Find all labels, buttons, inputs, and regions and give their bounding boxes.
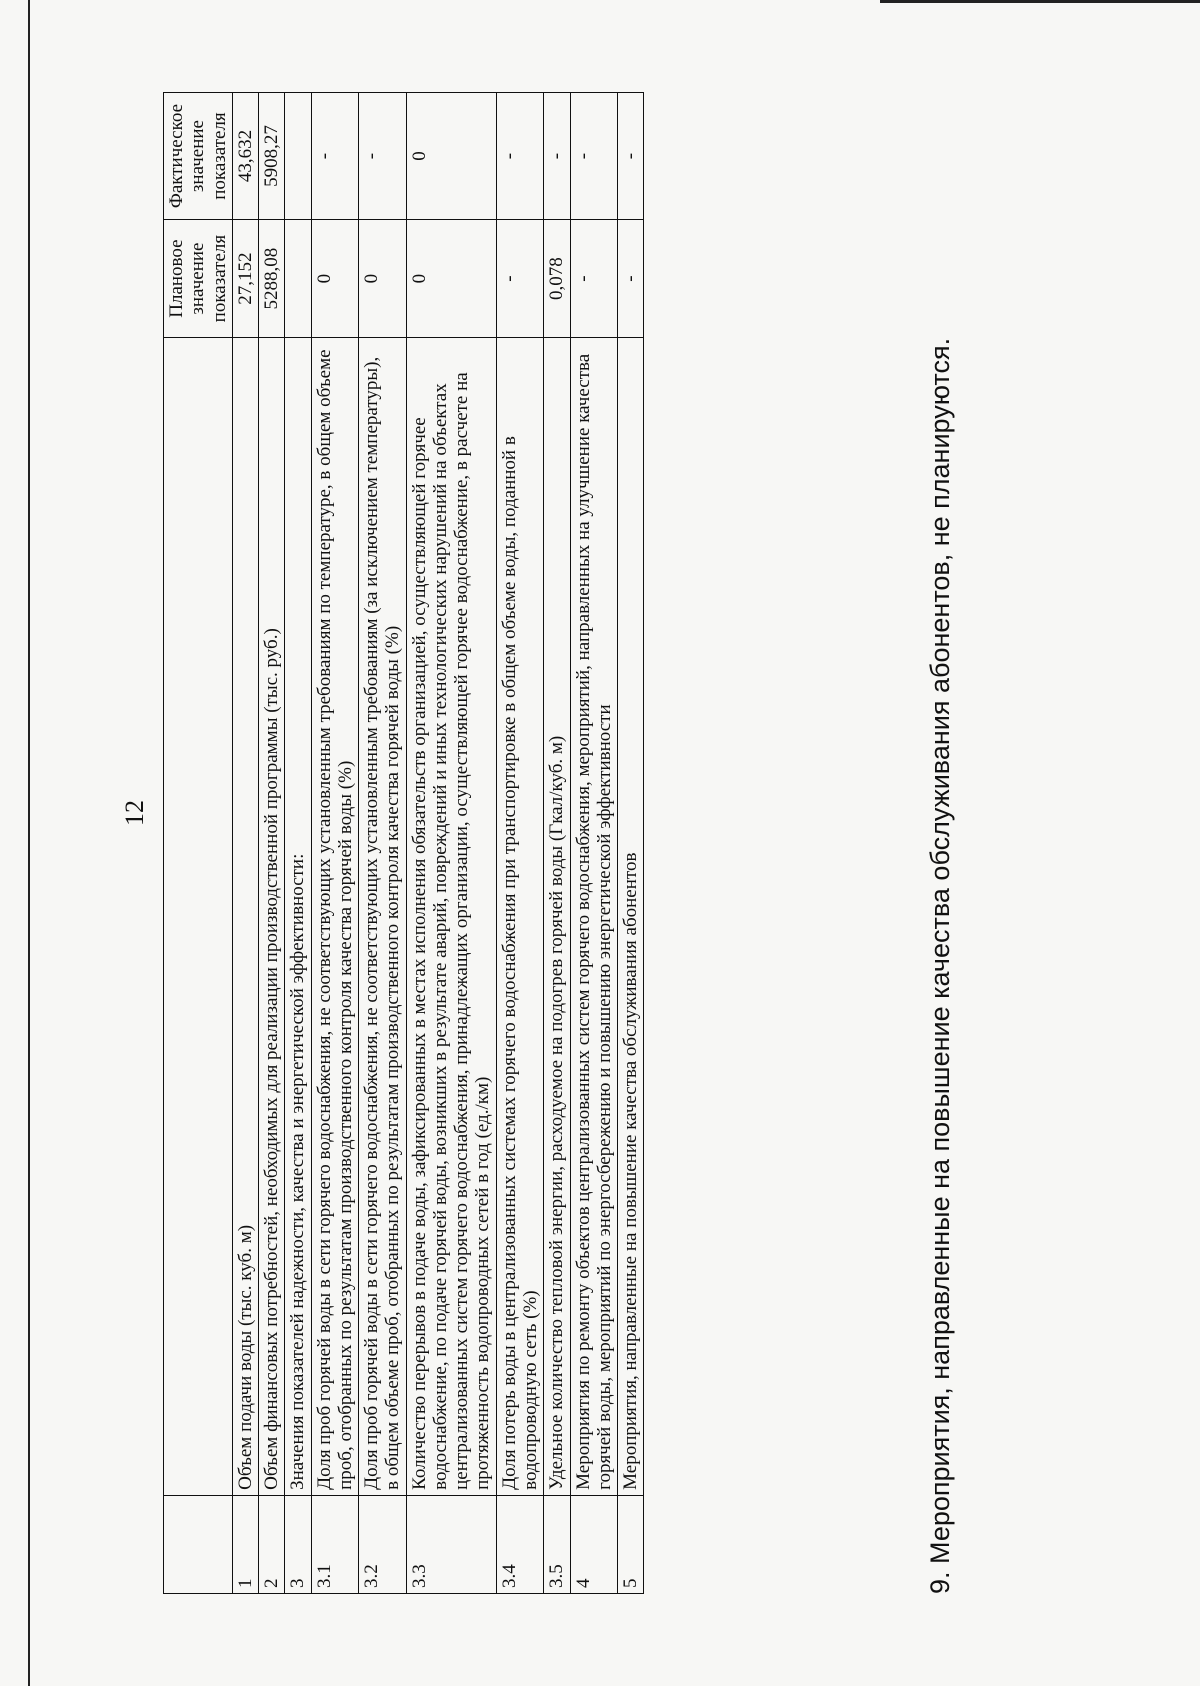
header-fact: Фактическое значение показателя (164, 93, 233, 220)
row-num: 3.5 (544, 1495, 570, 1593)
row-fact: - (359, 93, 407, 220)
table-row (259, 93, 285, 1594)
table-row (570, 93, 618, 1594)
row-plan (285, 220, 311, 338)
row-fact: - (311, 93, 359, 220)
row-plan: 0 (359, 220, 407, 338)
row-plan: 27,152 (232, 220, 258, 338)
row-name: Мероприятия, направленные на повышение качества обслуживания абонентов (618, 338, 644, 1496)
row-plan: - (570, 220, 618, 338)
row-plan: 0 (311, 220, 359, 338)
table-row (232, 93, 258, 1594)
table-row (285, 93, 311, 1594)
row-num: 5 (618, 1495, 644, 1593)
row-name: Количество перерывов в подаче воды, зафиксированных в местах исполнения обязательств организацией, осуществляющей горячее водоснабжение, по подаче горячей воды, возникших в результате аварий, повреждений и иных технологических нарушений на объектах централизованных систем горячего водоснабжения, принадлежащих организации, осуществляющей горячее водоснабжение, в расчете на протяженность водопроводных сетей в год (ед./км) (406, 338, 496, 1496)
row-num: 4 (570, 1495, 618, 1593)
row-name: Значения показателей надежности, качества и энергетической эффективности: (285, 338, 311, 1496)
row-fact: 43,632 (232, 93, 258, 220)
row-num: 2 (259, 1495, 285, 1593)
row-name: Мероприятия по ремонту объектов централизованных систем горячего водоснабжения, мероприятий, направленных на улучшение качества горячей воды, мероприятий по энергосбережению и повышению энергетической эффективности (570, 338, 618, 1496)
row-plan: 5288,08 (259, 220, 285, 338)
row-plan: - (496, 220, 544, 338)
table-row (311, 93, 359, 1594)
table-row (618, 93, 644, 1594)
row-plan: - (618, 220, 644, 338)
row-name: Удельное количество тепловой энергии, расходуемое на подогрев горячей воды (Гкал/куб. м) (544, 338, 570, 1496)
row-num: 3.2 (359, 1495, 407, 1593)
row-name: Доля потерь воды в централизованных системах горячего водоснабжения при транспортировке в общем объеме воды, поданной в водопроводную сеть (%) (496, 338, 544, 1496)
table-row (406, 93, 496, 1594)
row-num: 3.3 (406, 1495, 496, 1593)
page-number: 12 (120, 800, 149, 826)
row-fact: - (618, 93, 644, 220)
row-num: 3.1 (311, 1495, 359, 1593)
row-num: 3.4 (496, 1495, 544, 1593)
table-row (359, 93, 407, 1594)
row-fact (285, 93, 311, 220)
row-fact: 0 (406, 93, 496, 220)
row-num: 1 (232, 1495, 258, 1593)
row-plan: 0 (406, 220, 496, 338)
row-fact: 5908,27 (259, 93, 285, 220)
header-num (164, 1495, 233, 1593)
row-num: 3 (285, 1495, 311, 1593)
row-name: Объем подачи воды (тыс. куб. м) (232, 338, 258, 1496)
row-fact: - (496, 93, 544, 220)
indicators-table (163, 92, 644, 1594)
section-9-paragraph: 9. Мероприятия, направленные на повышение качества обслуживания абонентов, не планируются. (925, 337, 955, 1594)
table-header-row (164, 93, 233, 1594)
table-row (544, 93, 570, 1594)
row-fact: - (570, 93, 618, 220)
header-plan: Плановое значение показателя (164, 220, 233, 338)
row-plan: 0,078 (544, 220, 570, 338)
row-name: Доля проб горячей воды в сети горячего водоснабжения, не соответствующих установленным требованиям (за исключением температуры), в общем объеме проб, отобранных по результатам производственного контроля качества горячей воды (%) (359, 338, 407, 1496)
row-fact: - (544, 93, 570, 220)
row-name: Доля проб горячей воды в сети горячего водоснабжения, не соответствующих установленным требованиям по температуре, в общем объеме проб, отобранных по результатам производственного контроля качества горячей воды (%) (311, 338, 359, 1496)
row-name: Объем финансовых потребностей, необходимых для реализации производственной программы (тыс. руб.) (259, 338, 285, 1496)
header-name (164, 338, 233, 1496)
table-row (496, 93, 544, 1594)
